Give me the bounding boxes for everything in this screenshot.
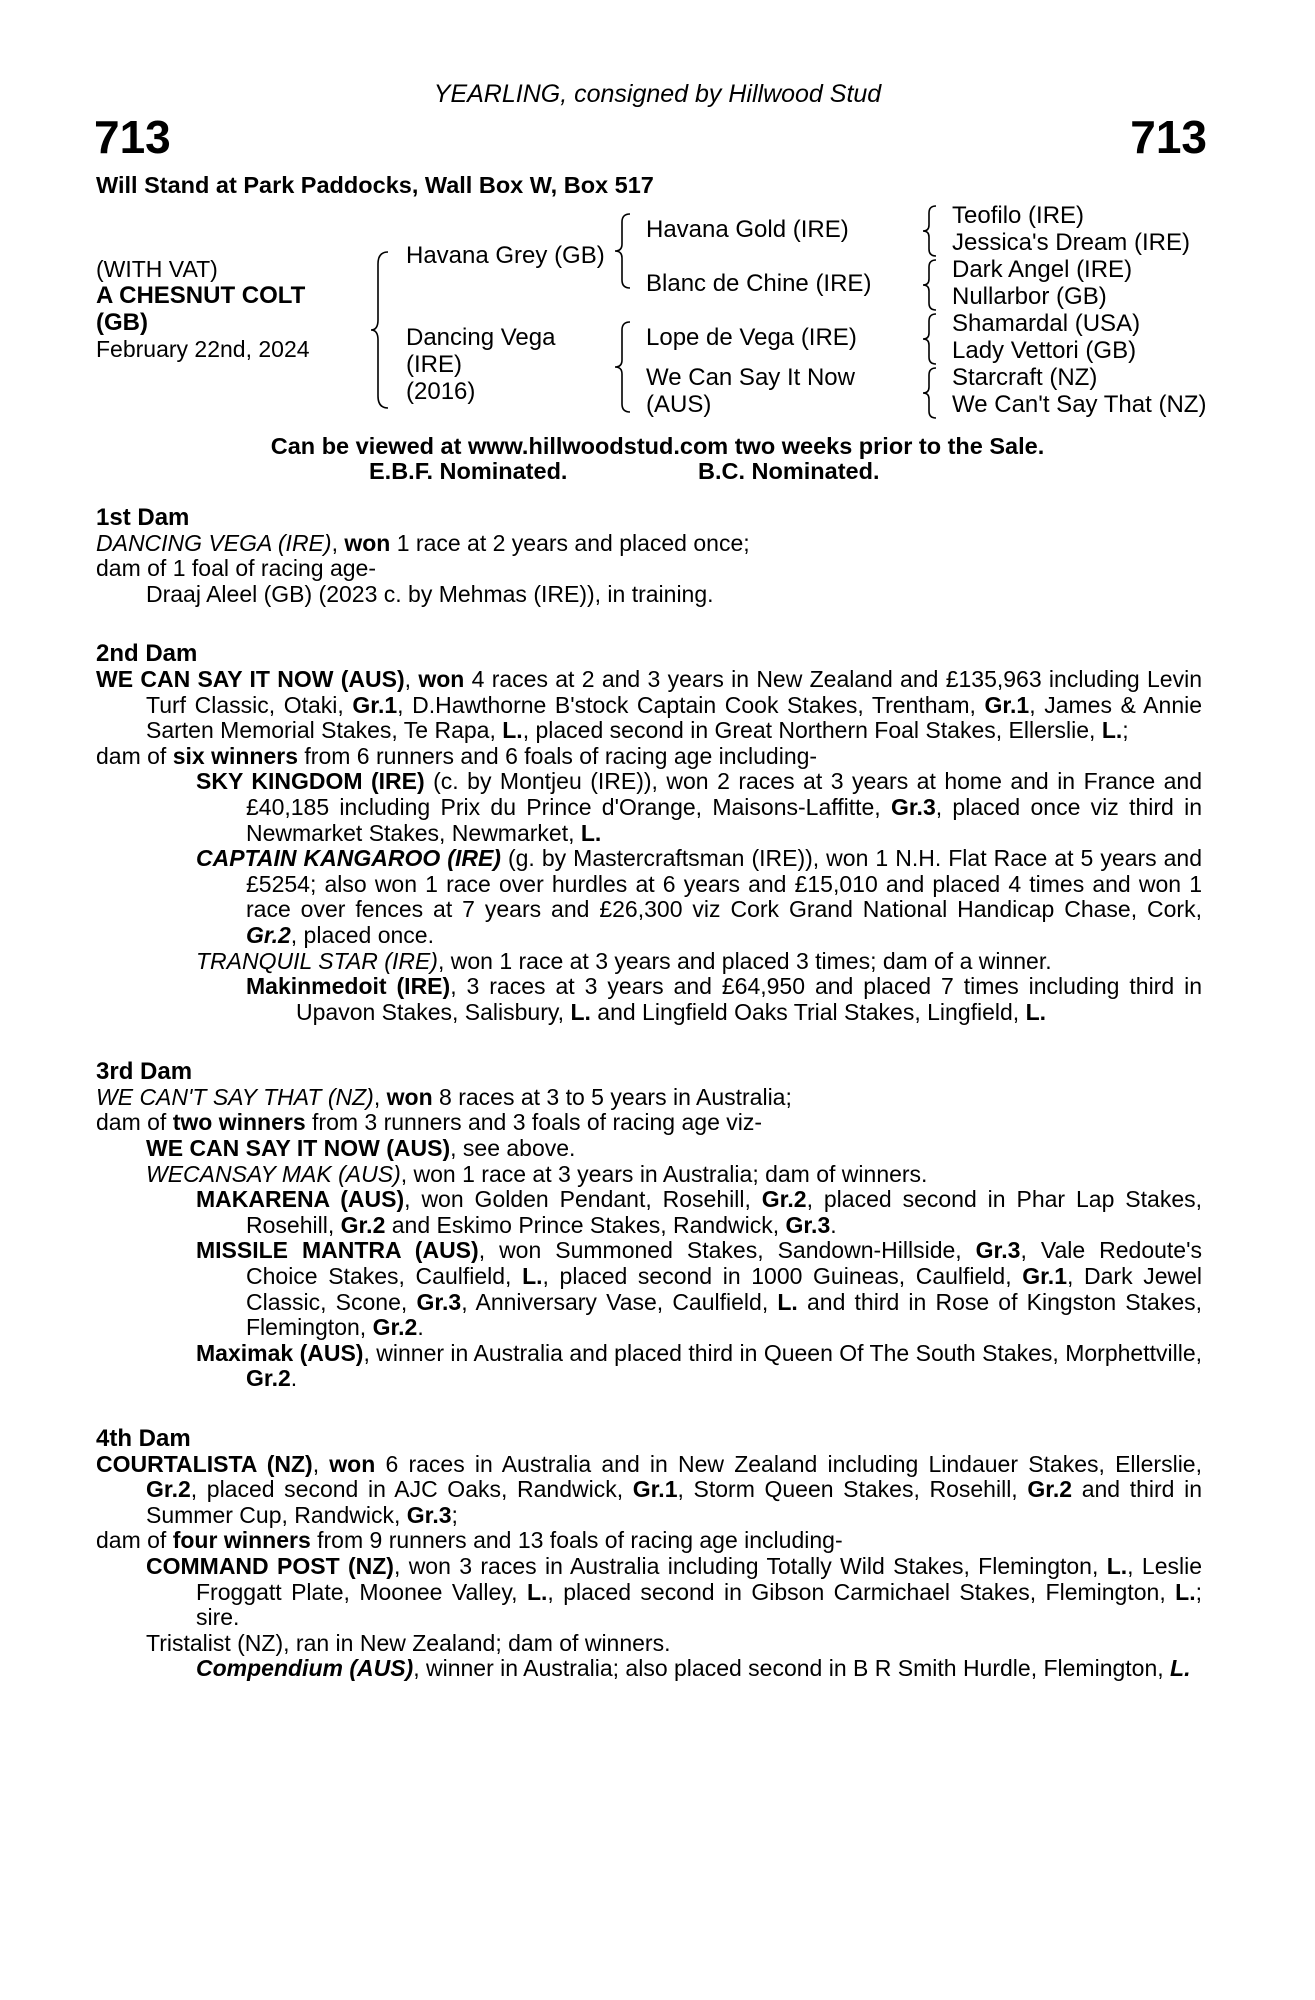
record-text: and third in Rose of Kingston Stakes, Flemington,: [246, 1288, 1203, 1341]
won-label: won: [386, 1083, 433, 1110]
record-text: 1 race at 2 years and placed once;: [390, 529, 750, 556]
lot-number-left: 713: [94, 111, 171, 163]
bc-note: B.C. Nominated.: [698, 458, 880, 484]
horse-name: WE CAN'T SAY THAT (NZ): [96, 1083, 374, 1110]
first-dam-heading: 1st Dam: [96, 504, 190, 531]
record-text: and third in Summer Cup, Randwick,: [146, 1476, 1202, 1528]
horse-name: WECANSAY MAK (AUS): [146, 1160, 401, 1187]
pedigree-sire-sire: Havana Gold (IRE): [646, 216, 849, 243]
record-text: , winner in Australia; also placed second in B R Smith Hurdle, Flemington,: [413, 1655, 1171, 1682]
produce-entry-tristalist: Tristalist (NZ), ran in New Zealand; dam of winners.: [146, 1629, 671, 1656]
record-text: , Vale Redoute's Choice Stakes, Caulfield,: [246, 1237, 1202, 1290]
grade-label: Gr.2: [372, 1314, 418, 1341]
record-text: , won Golden Pendant, Rosehill,: [404, 1186, 762, 1213]
winners-count: four winners: [172, 1527, 311, 1554]
record-text: , Leslie Froggatt Plate, Moonee Valley,: [196, 1552, 1202, 1605]
listed-label: L.: [580, 819, 602, 846]
brace-gen3-3: [920, 312, 944, 366]
second-dam-produce: [96, 744, 1202, 770]
third-dam-produce: [96, 1110, 1202, 1136]
record-text: 8 races at 3 to 5 years in Australia;: [432, 1083, 792, 1110]
third-dam-record: WE CAN'T SAY THAT (NZ), won 8 races at 3 to 5 years in Australia;: [96, 1083, 792, 1110]
pedigree-dam-dam-line2: (AUS): [646, 391, 712, 418]
winners-count: six winners: [172, 742, 298, 769]
record-text: , placed second in Phar Lap Stakes, Rosehill,: [246, 1186, 1203, 1238]
horse-name: TRANQUIL STAR (IRE): [196, 947, 438, 974]
grade-label: Gr.1: [632, 1476, 678, 1503]
record-text: and Eskimo Prince Stakes, Randwick,: [385, 1211, 786, 1238]
record-text: dam of: [96, 742, 173, 769]
grade-label: Gr.3: [975, 1237, 1021, 1264]
grade-label: Gr.3: [406, 1501, 452, 1528]
grade-label: Gr.2: [340, 1211, 386, 1238]
record-text: 4 races at 2 and 3 years in New Zealand and £135,963 including Levin Turf Classic, Otaki,: [146, 665, 1203, 718]
horse-country: (GB): [96, 309, 148, 336]
horse-name: Compendium (AUS): [196, 1655, 414, 1682]
pedigree-body: [96, 505, 1202, 1682]
won-label: won: [329, 1450, 376, 1477]
grade-label: Gr.2: [246, 1365, 291, 1392]
pedigree-dam-dam-line1: We Can Say It Now: [646, 364, 855, 391]
listed-label: L.: [570, 998, 591, 1025]
pedigree-sire-dam: Blanc de Chine (IRE): [646, 270, 872, 297]
pedigree-dam-line3: (2016): [406, 378, 476, 405]
first-dam-record: DANCING VEGA (IRE), won 1 race at 2 years and placed once;: [96, 529, 750, 556]
record-text: , see above.: [450, 1135, 576, 1162]
horse-name: CAPTAIN KANGAROO (IRE): [196, 845, 501, 872]
winners-count: two winners: [172, 1109, 306, 1136]
vat-note: (WITH VAT): [96, 256, 218, 282]
horse-name: COURTALISTA (NZ): [96, 1450, 313, 1477]
brace-gen3-4: [920, 366, 944, 420]
grade-label: Gr.1: [352, 691, 398, 718]
pedigree-gen3-5: Shamardal (USA): [952, 310, 1141, 337]
record-text: and Lingfield Oaks Trial Stakes, Lingfield,: [590, 998, 1026, 1025]
horse-name: MISSILE MANTRA (AUS): [196, 1237, 479, 1264]
produce-entry-maximak: [96, 1341, 1202, 1392]
horse-name: MAKARENA (AUS): [196, 1186, 405, 1213]
fourth-dam-produce: [96, 1528, 1202, 1554]
horse-name: Maximak (AUS): [196, 1339, 364, 1366]
listed-label: L.: [1175, 1578, 1196, 1605]
listed-label: L.: [1106, 1552, 1128, 1579]
produce-entry-makinmedoit: [96, 974, 1202, 1025]
grade-label: Gr.1: [984, 691, 1030, 718]
record-text: , placed second in Gibson Carmichael Stakes, Flemington,: [547, 1578, 1176, 1605]
pedigree-brace-main: [370, 250, 400, 410]
record-text: .: [417, 1314, 424, 1341]
won-label: won: [344, 529, 391, 556]
grade-label: Gr.3: [890, 793, 936, 820]
brace-gen3-1: [920, 204, 944, 258]
record-text: , placed once.: [290, 921, 434, 948]
first-dam-foal: Draaj Aleel (GB) (2023 c. by Mehmas (IRE)), in training.: [146, 580, 714, 607]
pedigree-brace-dam: [612, 320, 642, 414]
produce-entry-tranquil-star: [96, 949, 1202, 975]
second-dam-record: WE CAN SAY IT NOW (AUS), won 4 races at 2 and 3 years in New Zealand and £135,963 including Levin Turf Classic, Otaki, Gr.1, D.Hawthorne B'stock Captain Cook Stakes, Trentham, Gr.1, James & Annie Sarten Memorial Stakes, Te Rapa, L., placed second in Great Northern Foal Stakes, Ellerslie, L.;: [96, 665, 1203, 744]
brace-gen3-2: [920, 258, 944, 312]
listed-label: L.: [502, 717, 523, 744]
fourth-dam-heading: 4th Dam: [96, 1425, 191, 1452]
record-text: .: [830, 1211, 837, 1238]
record-text: , placed second in AJC Oaks, Randwick,: [190, 1476, 633, 1503]
produce-entry-missile-mantra: [96, 1238, 1202, 1340]
produce-entry-captain-kangaroo: [96, 846, 1202, 948]
listed-label: L.: [777, 1288, 798, 1315]
record-text: from 6 runners and 6 foals of racing age including-: [298, 742, 818, 769]
pedigree-gen3-8: We Can't Say That (NZ): [952, 391, 1207, 418]
listed-label: L.: [1101, 717, 1123, 744]
pedigree-gen3-7: Starcraft (NZ): [952, 364, 1098, 391]
record-text: , placed second in 1000 Guineas, Caulfield,: [542, 1263, 1023, 1290]
record-text: ;: [451, 1501, 458, 1528]
stand-location: Will Stand at Park Paddocks, Wall Box W, Box 517: [96, 172, 654, 198]
third-dam-heading: 3rd Dam: [96, 1058, 193, 1086]
produce-entry-we-can-say-it-now: [96, 1136, 1202, 1162]
record-text: , won 1 race at 3 years and placed 3 times; dam of a winner.: [437, 947, 1052, 974]
pedigree-brace-sire: [612, 212, 642, 290]
record-text: dam of: [96, 1527, 173, 1554]
fourth-dam-record: COURTALISTA (NZ), won 6 races in Australia and in New Zealand including Lindauer Stakes, Ellerslie, Gr.2, placed second in AJC Oaks, Randwick, Gr.1, Storm Queen Stakes, Rosehill, Gr.2 and third in Summer Cup, Randwick, Gr.3;: [96, 1450, 1202, 1528]
record-text: , placed second in Great Northern Foal Stakes, Ellerslie,: [522, 717, 1102, 744]
record-text: dam of: [96, 1109, 173, 1136]
pedigree-gen3-1: Teofilo (IRE): [952, 202, 1085, 229]
record-text: .: [290, 1365, 298, 1392]
record-text: , won 1 race at 3 years in Australia; dam of winners.: [400, 1160, 928, 1187]
record-text: , won 3 races in Australia including Totally Wild Stakes, Flemington,: [393, 1552, 1107, 1579]
record-text: , 3 races at 3 years and £64,950 and placed 7 times including third in Upavon Stakes, Salisbury,: [296, 973, 1202, 1025]
record-text: , D.Hawthorne B'stock Captain Cook Stakes, Trentham,: [397, 691, 985, 718]
listed-label: L.: [1170, 1655, 1191, 1682]
pedigree-dam-line1: Dancing Vega: [406, 324, 556, 351]
pedigree-dam-sire: Lope de Vega (IRE): [646, 324, 857, 351]
horse-name: COMMAND POST (NZ): [146, 1552, 394, 1579]
second-dam-heading: 2nd Dam: [96, 640, 198, 668]
pedigree-dam-line2: (IRE): [406, 351, 462, 378]
grade-label: Gr.2: [146, 1476, 191, 1503]
record-text: , James & Annie Sarten Memorial Stakes, Te Rapa,: [146, 691, 1203, 744]
pedigree-gen3-3: Dark Angel (IRE): [952, 256, 1133, 283]
record-text: (c. by Montjeu (IRE)), won 2 races at 3 years at home and in France and £40,185 including Prix du Prince d'Orange, Maisons-Laffitte,: [246, 768, 1202, 820]
record-text: , placed once viz third in Newmarket Stakes, Newmarket,: [246, 793, 1203, 846]
won-label: won: [418, 665, 465, 692]
record-text: , Anniversary Vase, Caulfield,: [461, 1288, 778, 1315]
viewing-note: Can be viewed at www.hillwoodstud.com two weeks prior to the Sale.: [270, 433, 1045, 459]
listed-label: L.: [1025, 998, 1047, 1025]
pedigree-gen3-2: Jessica's Dream (IRE): [952, 229, 1190, 256]
produce-entry-compendium: [96, 1656, 1202, 1682]
listed-label: L.: [526, 1578, 548, 1605]
record-text: ;: [1122, 717, 1129, 744]
pedigree-sire: Havana Grey (GB): [406, 242, 605, 269]
produce-entry-makarena: [96, 1187, 1202, 1238]
grade-label: Gr.3: [785, 1211, 831, 1238]
produce-entry-command-post: [96, 1554, 1202, 1631]
grade-label: Gr.1: [1022, 1263, 1067, 1290]
grade-label: Gr.2: [761, 1186, 807, 1213]
record-text: 6 races in Australia and in New Zealand including Lindauer Stakes, Ellerslie,: [375, 1450, 1202, 1477]
horse-name: WE CAN SAY IT NOW (AUS): [96, 665, 405, 692]
grade-label: Gr.2: [246, 921, 291, 948]
sale-subtitle: YEARLING, consigned by Hillwood Stud: [433, 80, 882, 108]
record-text: from 9 runners and 13 foals of racing age including-: [310, 1527, 843, 1554]
record-text: from 3 runners and 3 foals of racing age viz-: [305, 1109, 763, 1136]
lot-number-right: 713: [1130, 111, 1207, 163]
record-text: (g. by Mastercraftsman (IRE)), won 1 N.H. Flat Race at 5 years and £5254; also won 1 race over hurdles at 6 years and £15,010 and placed 4 times and won 1 race over fences at 7 years and £26,300 viz Cork Grand National Handicap Chase, Cork,: [246, 845, 1202, 923]
foaling-date: February 22nd, 2024: [96, 336, 310, 362]
produce-entry-sky-kingdom: [96, 769, 1202, 846]
horse-name: Makinmedoit (IRE): [246, 973, 451, 1000]
horse-name: SKY KINGDOM (IRE): [196, 768, 425, 795]
record-text: , Storm Queen Stakes, Rosehill,: [677, 1476, 1028, 1503]
record-text: ; sire.: [196, 1578, 1202, 1631]
record-text: , winner in Australia and placed third in Queen Of The South Stakes, Morphettville,: [363, 1339, 1203, 1366]
first-dam-produce: dam of 1 foal of racing age-: [96, 555, 376, 582]
ebf-note: E.B.F. Nominated.: [369, 458, 568, 484]
record-text: , won Summoned Stakes, Sandown-Hillside,: [478, 1237, 976, 1264]
horse-name: A CHESNUT COLT: [96, 282, 306, 309]
grade-label: Gr.2: [1027, 1476, 1073, 1503]
record-text: , Dark Jewel Classic, Scone,: [246, 1263, 1202, 1315]
horse-name: WE CAN SAY IT NOW (AUS): [146, 1135, 451, 1162]
listed-label: L.: [522, 1263, 543, 1290]
grade-label: Gr.3: [416, 1288, 462, 1315]
pedigree-gen3-6: Lady Vettori (GB): [952, 337, 1137, 364]
pedigree-gen3-4: Nullarbor (GB): [952, 283, 1107, 310]
horse-name: DANCING VEGA (IRE): [96, 529, 332, 556]
produce-entry-wecansay-mak: [96, 1162, 1202, 1188]
